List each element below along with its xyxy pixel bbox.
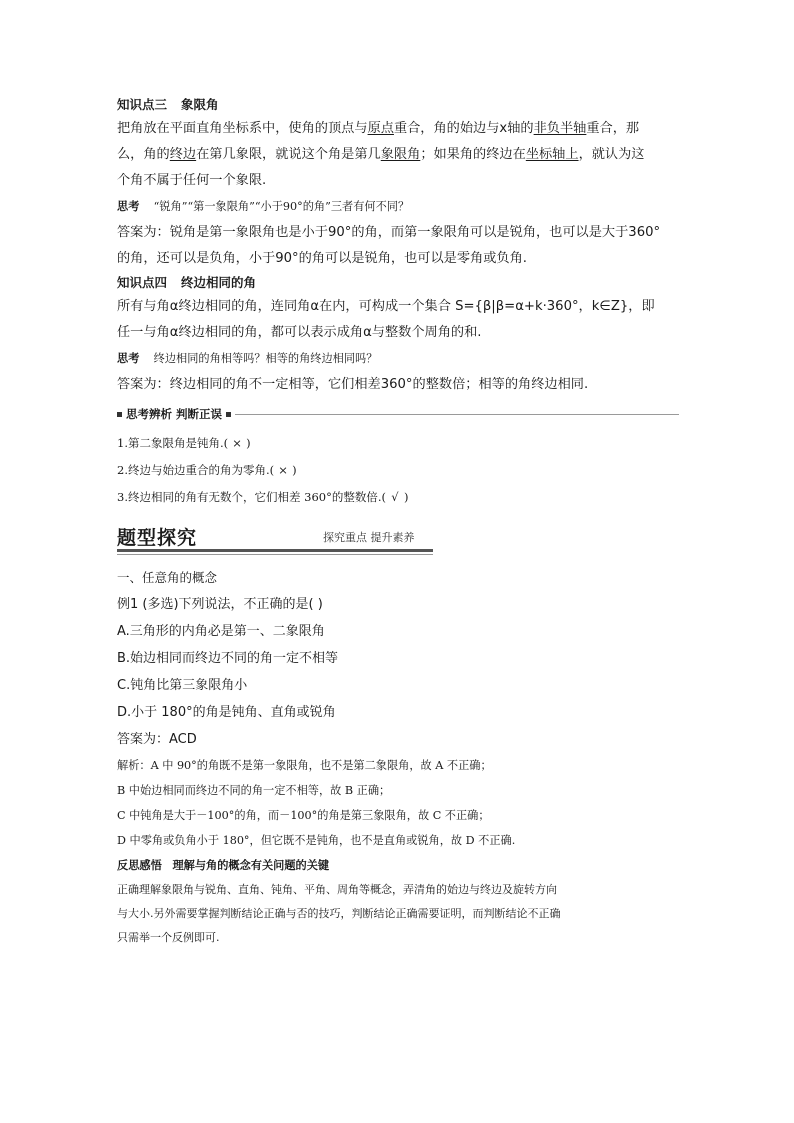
kp3-think-question <box>117 194 679 220</box>
reflect-line-3: 只需举一个反例即可. <box>117 931 220 944</box>
kp3-paragraph-line-2: 么，角的终边在第几象限，就说这个角是第几象限角；如果角的终边在坐标轴上，就认为这 <box>117 147 645 162</box>
option-c: C.钝角比第三象限角小 <box>117 678 248 693</box>
analysis-line-2: B 中始边相同而终边不同的角一定不相等，故 B 正确； <box>117 784 391 797</box>
blank-terminal-side: 终边 <box>169 147 197 162</box>
part-1-title: 一、任意角的概念 <box>117 570 218 585</box>
kp3-title: 象限角 <box>181 97 219 112</box>
document-page <box>117 94 679 950</box>
blank-nonneg-halfaxis: 非负半轴 <box>533 121 587 136</box>
kp4-title: 终边相同的角 <box>181 275 257 290</box>
blank-on-axis: 坐标轴上 <box>525 147 579 162</box>
band-label: 思考辨析 判断正误 <box>117 406 235 422</box>
cross-mark: × <box>278 463 288 477</box>
reflect-line-1: 正确理解象限角与锐角、直角、钝角、平角、周角等概念，弄清角的始边与终边及旋转方向 <box>117 883 557 896</box>
kp4-paragraph-line-1: 所有与角α终边相同的角，连同角α在内，可构成一个集合 S={β|β=α+k·360°，k∈Z}，即 <box>117 299 655 314</box>
blank-quadrant-angle: 象限角 <box>380 147 421 162</box>
square-bullet-icon <box>226 412 231 417</box>
kp3-paragraph-line-1: 把角放在平面直角坐标系中，使角的顶点与原点重合，角的始边与x轴的非负半轴重合，那 <box>117 121 640 136</box>
think-question-text: 终边相同的角相等吗？相等的角终边相同吗？ <box>153 352 378 365</box>
kp4-think-question <box>117 346 679 372</box>
reflect-title: 理解与角的概念有关问题的关键 <box>172 858 330 872</box>
kp3-answer-line-1: 答案为：锐角是第一象限角也是小于90°的角，而第一象限角可以是锐角，也可以是大于360° <box>117 225 661 240</box>
kp4-label: 知识点四 <box>117 275 168 290</box>
analysis-line-3: C 中钝角是大于－100°的角，而－100°的角是第三象限角，故 C 不正确； <box>117 809 490 822</box>
judge-item-1: 1.第二象限角是钝角.( × ) <box>117 430 679 457</box>
kp3-paragraph-line-3: 个角不属于任何一个象限. <box>117 173 267 188</box>
knowledge-point-4-heading <box>117 272 679 294</box>
kp3-answer-line-2: 的角，还可以是负角，小于90°的角可以是锐角，也可以是零角或负角. <box>117 251 528 266</box>
option-a: A.三角形的内角必是第一、二象限角 <box>117 624 325 639</box>
square-bullet-icon <box>117 412 122 417</box>
kp4-answer: 答案为：终边相同的角不一定相等，它们相差360°的整数倍；相等的角终边相同. <box>117 377 589 392</box>
think-label: 思考 <box>117 200 140 213</box>
cross-mark: × <box>232 436 242 450</box>
think-question-text: “锐角”“第一象限角”“小于90°的角”三者有何不同？ <box>153 200 410 213</box>
kp4-paragraph-line-2: 任一与角α终边相同的角，都可以表示成角α与整数个周角的和. <box>117 325 482 340</box>
think-label: 思考 <box>117 352 140 365</box>
option-b: B.始边相同而终边不同的角一定不相等 <box>117 651 339 666</box>
section-header <box>117 523 679 553</box>
analysis-line-1: 解析：A 中 90°的角既不是第一象限角，也不是第二象限角，故 A 不正确； <box>117 759 492 772</box>
section-subtitle: 探究重点 提升素养 <box>323 531 415 544</box>
example-1-answer: 答案为：ACD <box>117 732 197 747</box>
section-rule-thick <box>117 549 433 552</box>
reflect-line-2: 与大小.另外需要掌握判断结论正确与否的技巧，判断结论正确需要证明，而判断结论不正确 <box>117 907 561 920</box>
blank-origin: 原点 <box>367 121 394 136</box>
section-title: 题型探究 <box>117 527 198 549</box>
reflect-heading <box>117 853 679 878</box>
check-mark: √ <box>391 490 399 504</box>
judge-item-2: 2.终边与始边重合的角为零角.( × ) <box>117 457 679 484</box>
knowledge-point-3-heading <box>117 94 679 116</box>
example-1-question: 例1 (多选)下列说法，不正确的是( ) <box>117 597 323 612</box>
section-rule-thin <box>117 554 433 555</box>
judge-item-3: 3.终边相同的角有无数个，它们相差 360°的整数倍.( √ ) <box>117 484 679 511</box>
think-discern-band <box>117 402 679 426</box>
reflect-label: 反思感悟 <box>117 859 162 872</box>
analysis-line-4: D 中零角或负角小于 180°，但它既不是钝角，也不是直角或锐角，故 D 不正确. <box>117 834 516 847</box>
kp3-label: 知识点三 <box>117 97 168 112</box>
option-d: D.小于 180°的角是钝角、直角或锐角 <box>117 705 336 720</box>
